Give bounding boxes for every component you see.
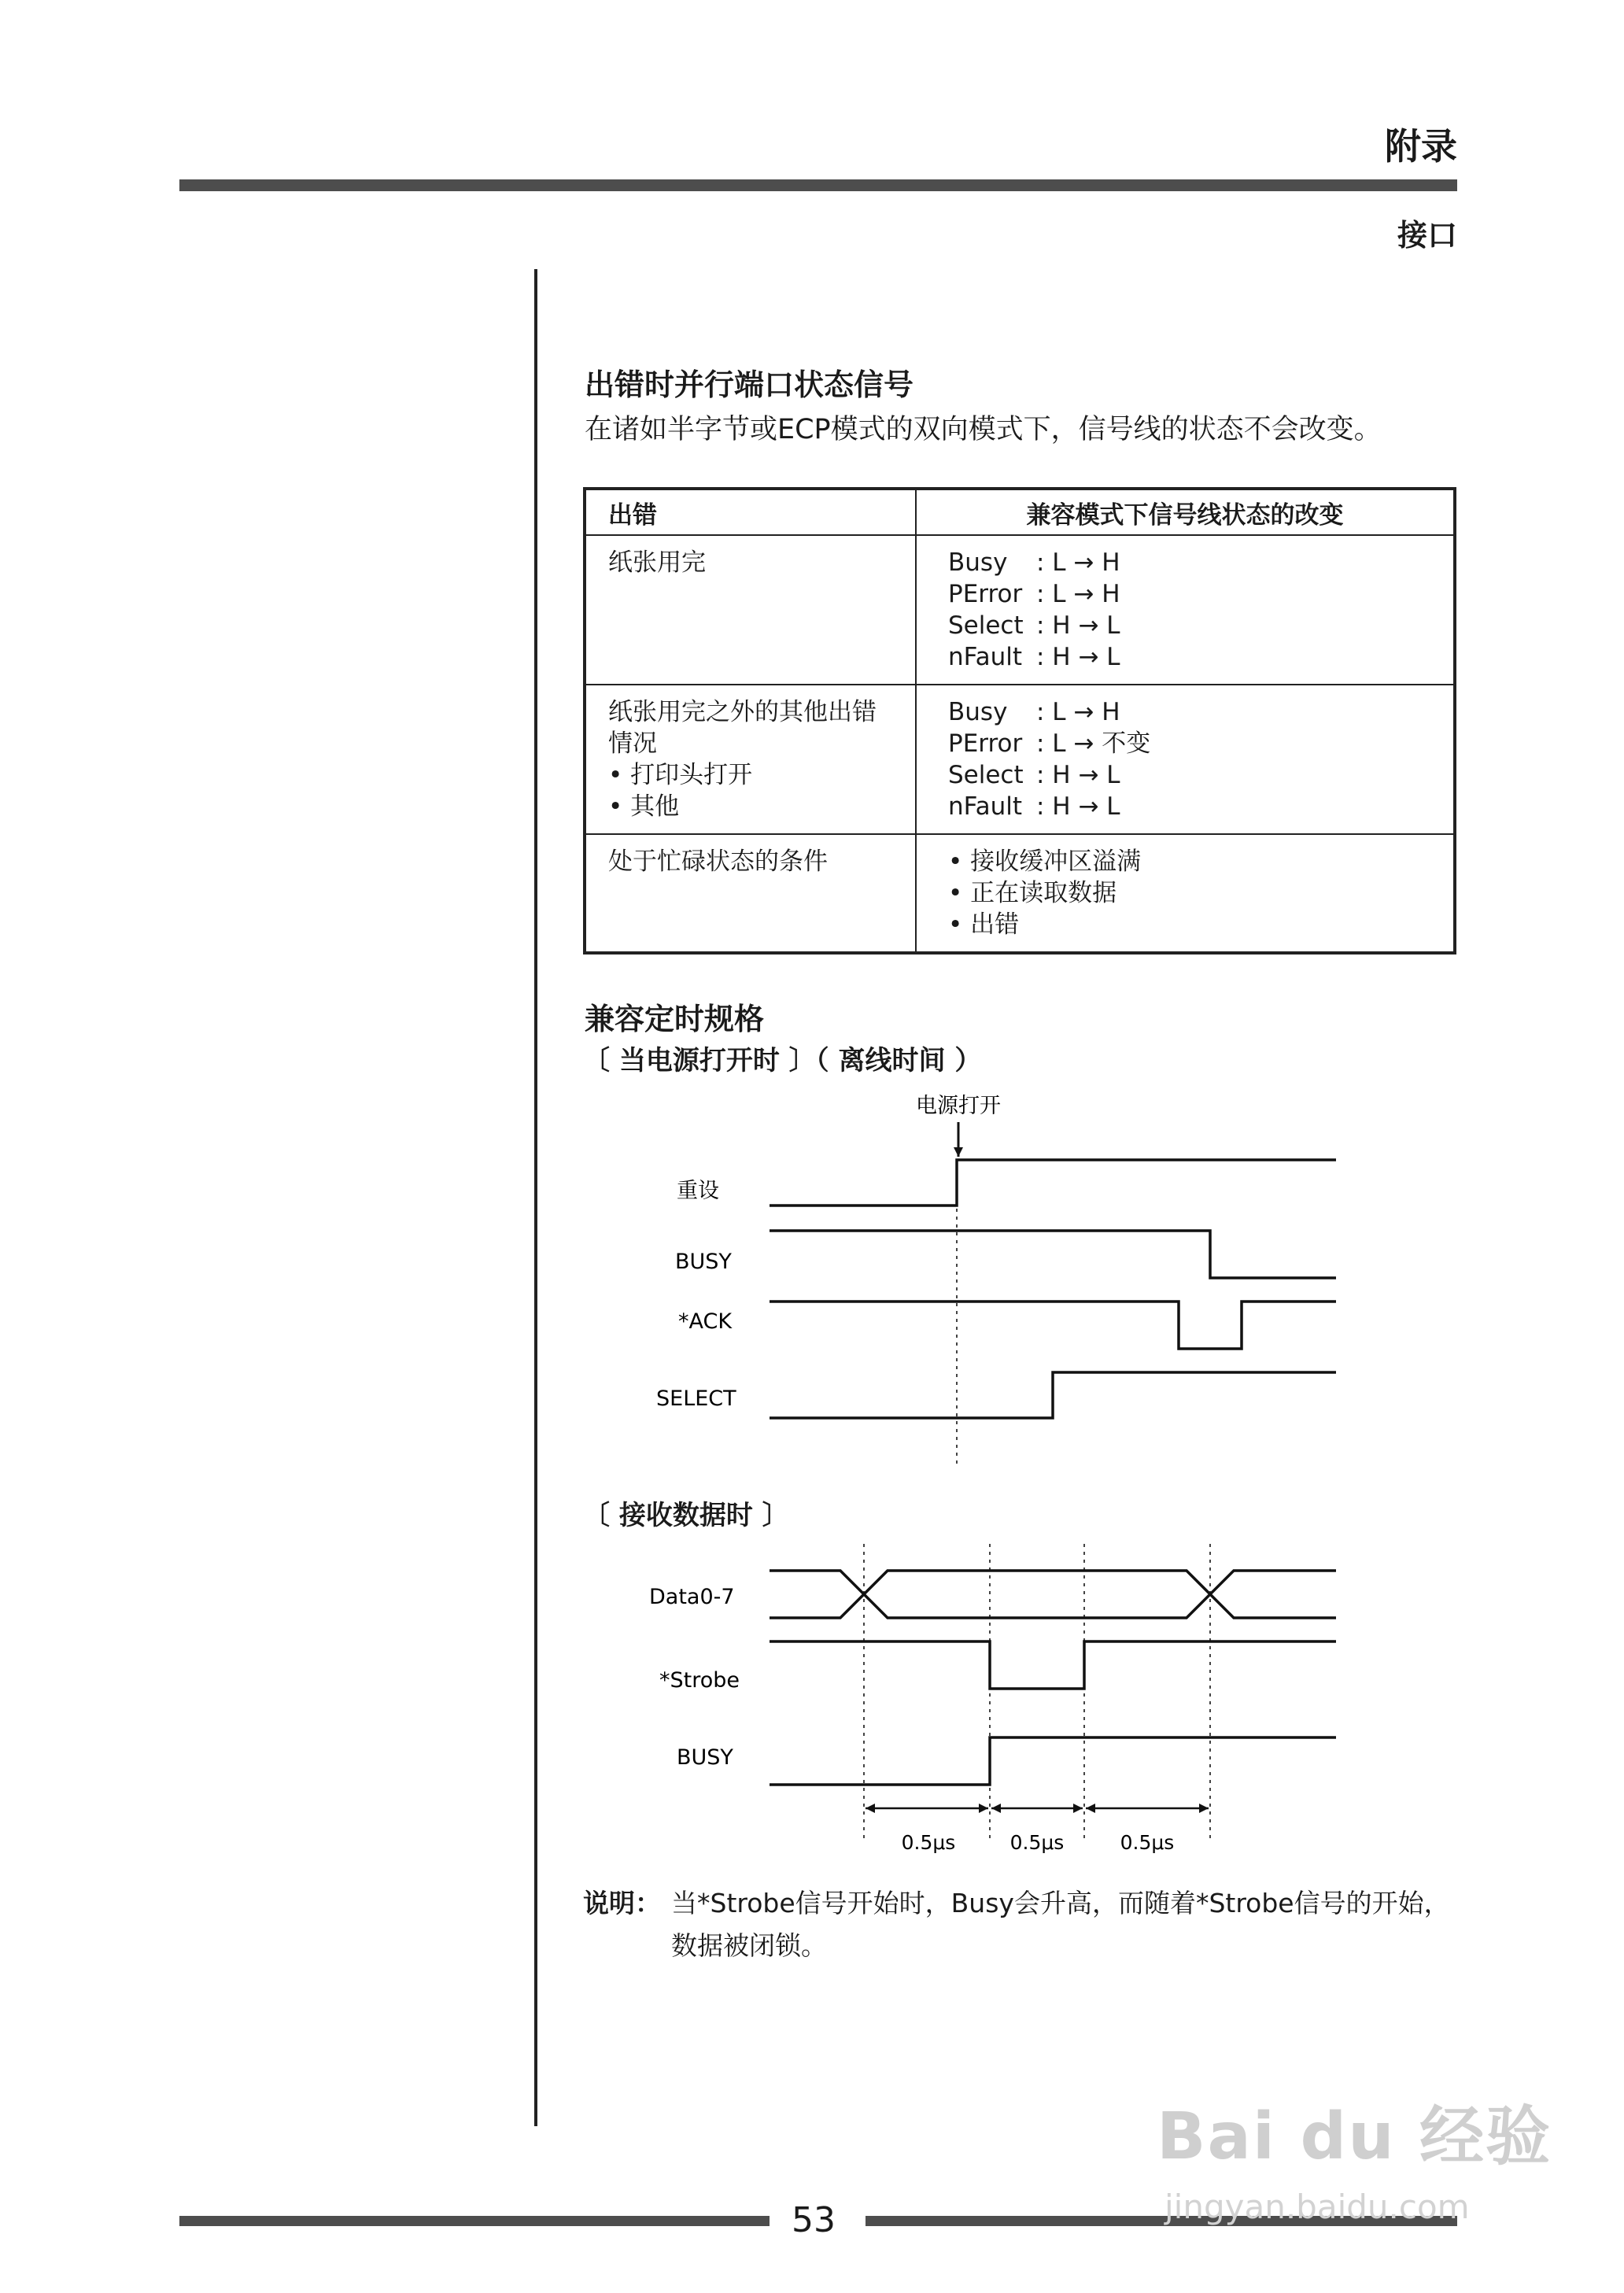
signal-change: : L → H: [1036, 548, 1120, 577]
signal-change: : L → H: [1036, 698, 1120, 726]
signal-change: : H → L: [1036, 761, 1120, 789]
signal-label-ack: *ACK: [678, 1309, 733, 1334]
section1-title: 出错时并行端口状态信号: [585, 367, 914, 402]
waveform-ack: [770, 1302, 1336, 1349]
signal-change: : H → L: [1036, 792, 1120, 821]
waveform-busy: [770, 1231, 1336, 1278]
signal-label-select: SELECT: [656, 1387, 736, 1411]
power-on-marker-label: 电源打开: [916, 1094, 1001, 1118]
signal-change: : H → L: [1036, 643, 1120, 671]
watermark-logo: Bai du 经验: [1157, 2099, 1552, 2174]
signal-name: Select: [948, 761, 1024, 789]
cause-line: • 打印头打开: [608, 761, 753, 789]
section2-title: 兼容定时规格: [585, 1002, 765, 1036]
watermark-url: jingyan.baidu.com: [1164, 2188, 1470, 2226]
waveform-reset: [770, 1160, 1336, 1206]
interval-label: 0.5μs: [1009, 1831, 1065, 1854]
signal-name: Select: [948, 611, 1024, 640]
cause-line: 处于忙碌状态的条件: [608, 847, 828, 876]
signal-change: : H → L: [1036, 611, 1120, 640]
cause-line: 情况: [608, 729, 657, 758]
cause-line: 纸张用完之外的其他出错: [608, 698, 877, 726]
signal-name: Busy: [948, 548, 1008, 577]
signal-name: nFault: [948, 792, 1023, 821]
waveform-select: [770, 1372, 1336, 1418]
waveform-data-lower: [770, 1571, 1336, 1618]
signal-name: Busy: [948, 698, 1008, 726]
note: [583, 1882, 1460, 1961]
waveform-busy2: [770, 1737, 1336, 1785]
signal-label-strobe: *Strobe: [659, 1668, 740, 1693]
bullet-line: • 接收缓冲区溢满: [948, 847, 1142, 876]
signal-label-data: Data0-7: [649, 1585, 735, 1609]
power-on-subtitle: 〔 当电源打开时 〕（ 离线时间 ）: [583, 1045, 982, 1076]
chapter-title: 附录: [1385, 125, 1457, 168]
interval-label: 0.5μs: [1120, 1831, 1175, 1854]
waveform-data-upper: [770, 1571, 1336, 1618]
bullet-line: • 正在读取数据: [948, 879, 1117, 907]
page-number: 53: [792, 2200, 836, 2240]
signal-change: : L → H: [1036, 580, 1120, 608]
section1-intro: 在诸如半字节或ECP模式的双向模式下，信号线的状态不会改变。: [585, 414, 1382, 445]
signal-name: PError: [948, 580, 1023, 608]
signal-name: PError: [948, 729, 1023, 758]
section-subtitle: 接口: [1397, 218, 1457, 253]
signal-label-busy: BUSY: [675, 1250, 732, 1274]
bullet-line: • 出错: [948, 910, 1020, 939]
table-header-cell: 兼容模式下信号线状态的改变: [916, 489, 1455, 535]
cause-line: • 其他: [608, 792, 680, 821]
waveform-strobe: [770, 1641, 1336, 1689]
signal-label-busy2: BUSY: [677, 1745, 733, 1770]
note-label: 说明：: [583, 1888, 661, 1918]
signal-name: nFault: [948, 643, 1023, 671]
footer-rule-left: [179, 2216, 770, 2226]
receive-subtitle: 〔 接收数据时 〕: [583, 1500, 789, 1531]
table-header-cell: 出错: [585, 489, 916, 535]
cause-line: 纸张用完: [608, 548, 706, 577]
signal-change: : L → 不变: [1036, 729, 1151, 758]
interval-label: 0.5μs: [901, 1831, 956, 1854]
signal-label-reset: 重设: [677, 1179, 719, 1203]
note-text: 当*Strobe信号开始时，Busy会升高，而随着*Strobe信号的开始，数据被闭锁。: [671, 1888, 1450, 1961]
